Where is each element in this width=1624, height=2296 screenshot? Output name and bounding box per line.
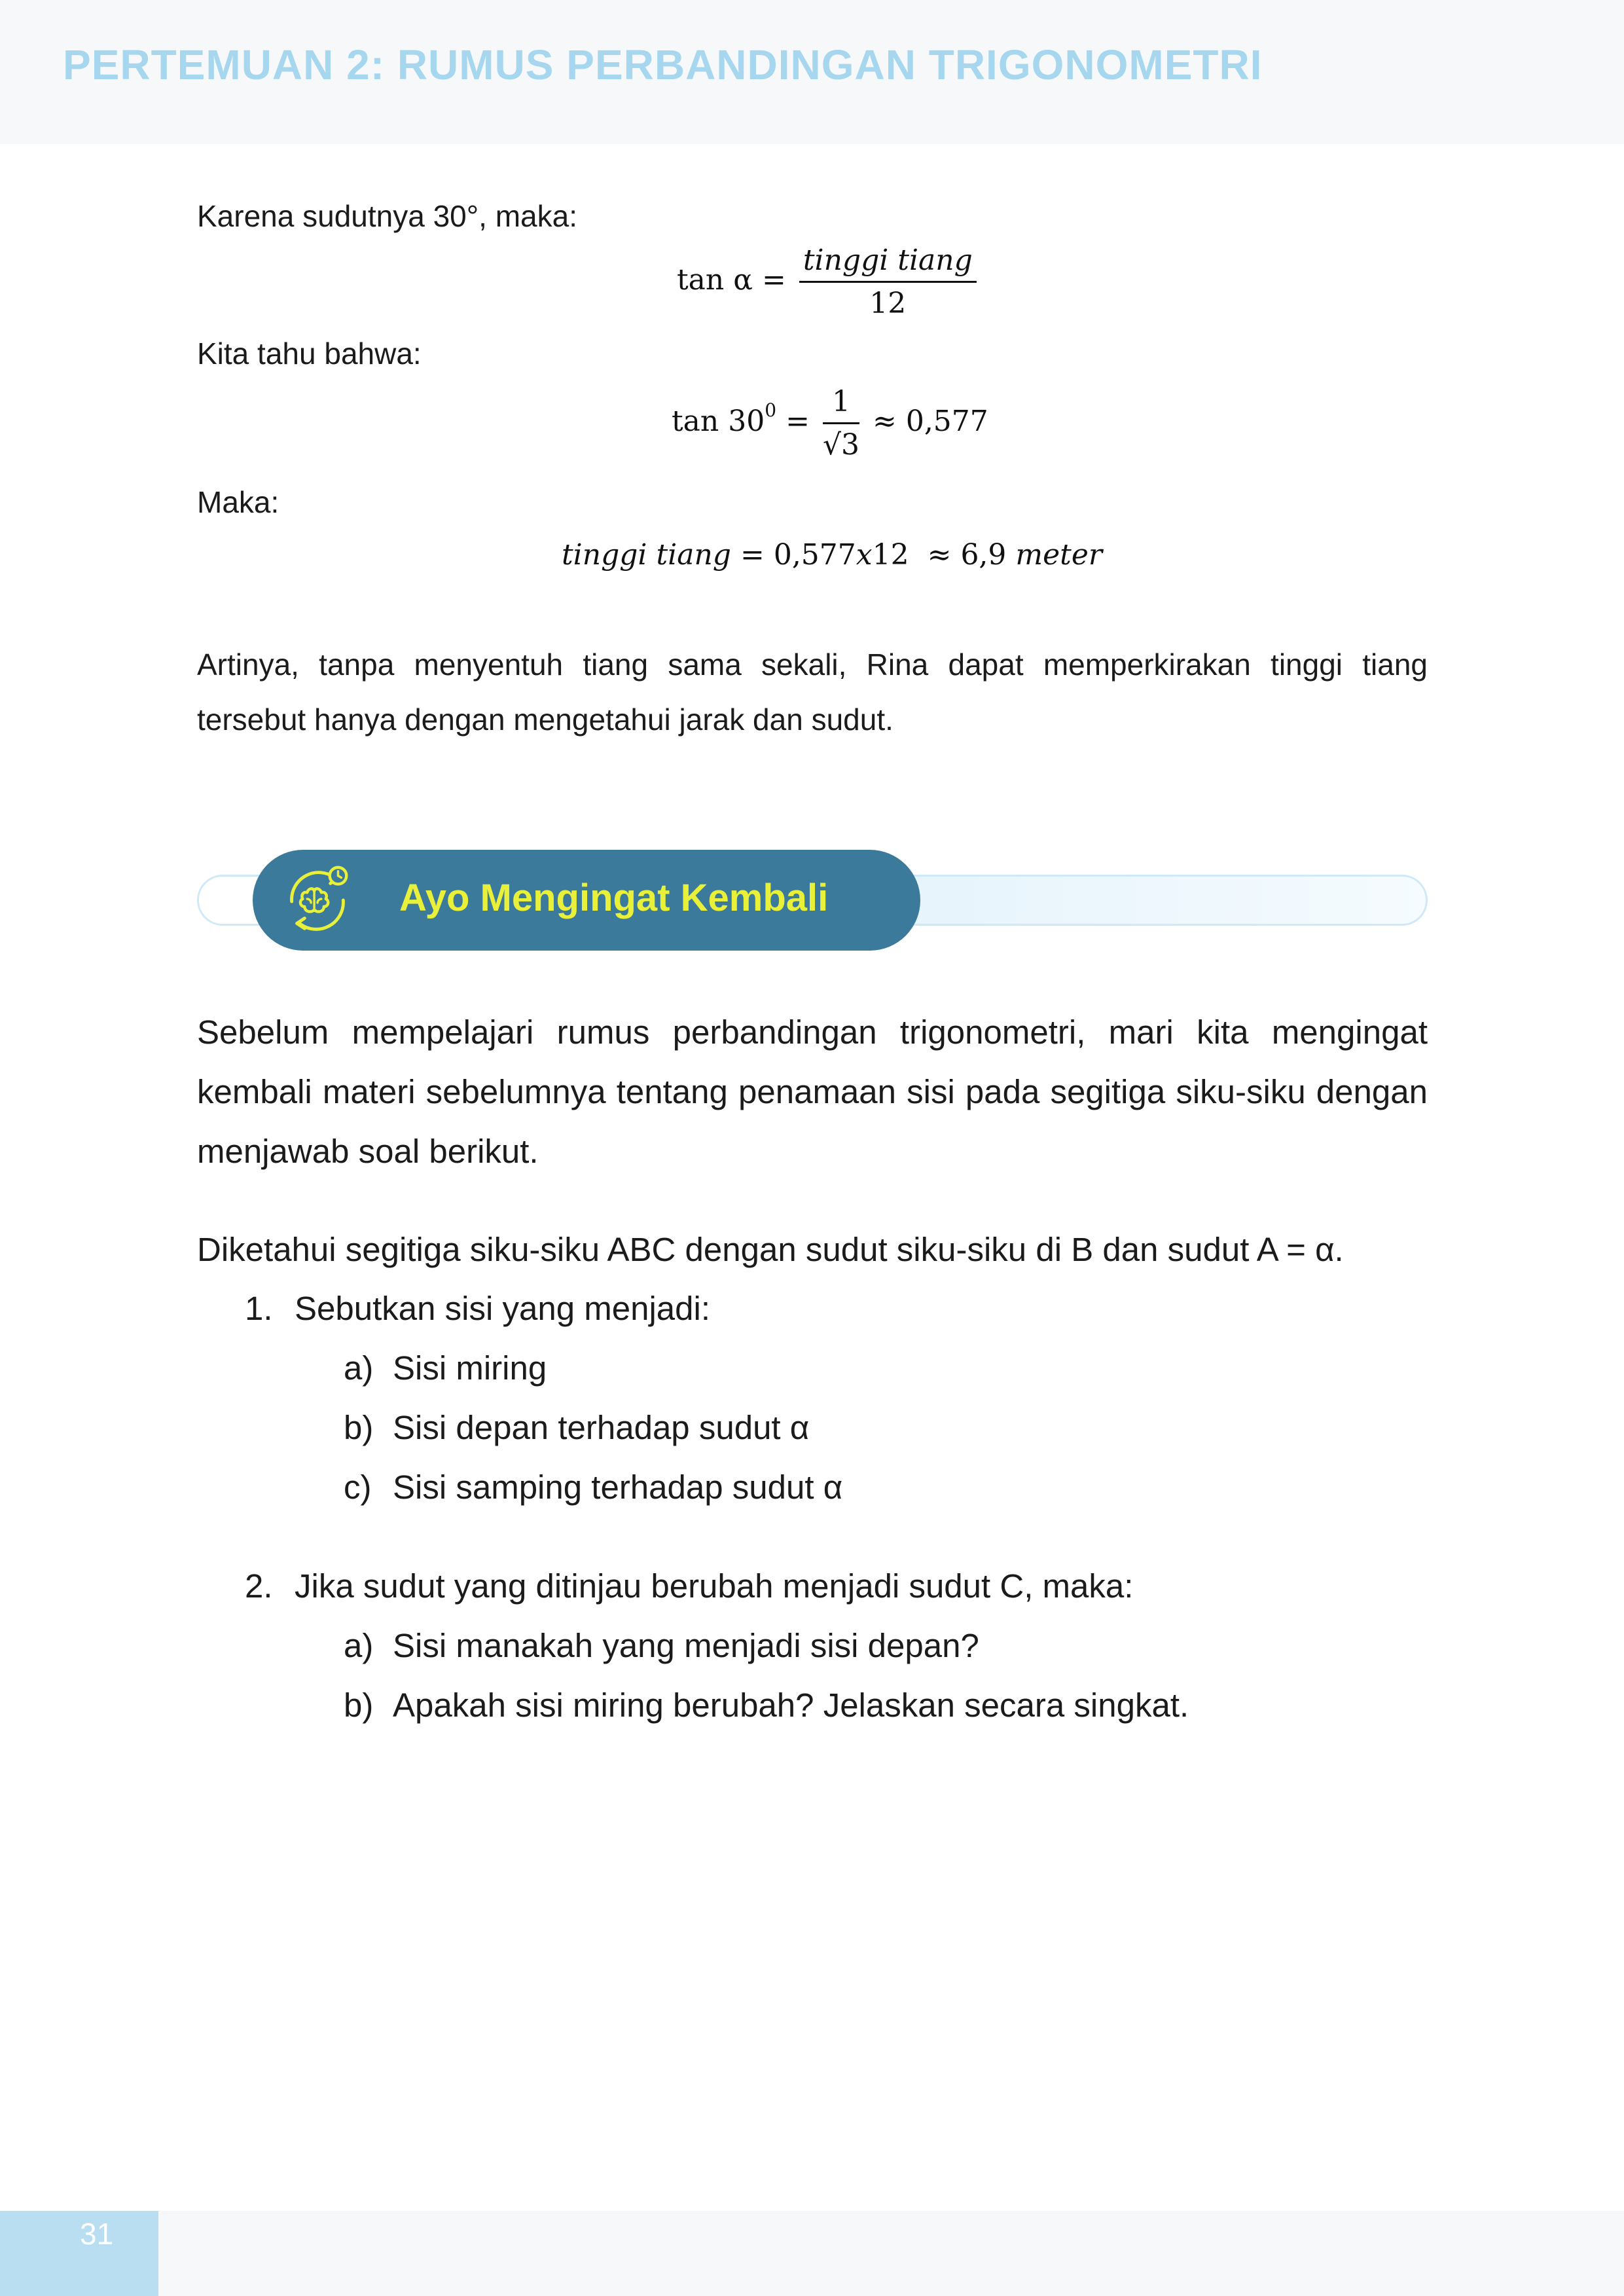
fraction [799, 244, 977, 320]
equation-lhs: tan α = [677, 263, 786, 297]
footer-band [0, 2211, 1624, 2296]
list-item-label: b) [344, 1686, 374, 1724]
equation-times: x [856, 538, 873, 572]
page-number: 31 [80, 2217, 114, 2251]
intro-text: Karena sudutnya 30°, maka: [197, 199, 577, 233]
degree-superscript: 0 [765, 399, 777, 421]
equation-lhs: tan 30 [672, 405, 765, 438]
question-2-text: Jika sudut yang ditinjau berubah menjadi sudut C, maka: [295, 1567, 1134, 1605]
maka-text: Maka: [197, 485, 280, 519]
page-header-title: PERTEMUAN 2: RUMUS PERBANDINGAN TRIGONOMETRI [63, 41, 1263, 88]
question-1-number: 1. [245, 1290, 273, 1327]
given-statement: Diketahui segitiga siku-siku ABC dengan sudut siku-siku di B dan sudut A = α. [197, 1231, 1344, 1268]
question-1-text: Sebutkan sisi yang menjadi: [295, 1290, 711, 1327]
banner-title: Ayo Mengingat Kembali [399, 877, 829, 919]
fraction-denominator: √3 [822, 428, 859, 462]
equation-middle: = 0,577 [731, 538, 856, 572]
equation-variable: tinggi tiang [562, 538, 731, 572]
brain-recall-icon [279, 862, 356, 939]
list-item: Sisi manakah yang menjadi sisi depan? [393, 1627, 979, 1664]
list-item: Sisi samping terhadap sudut α [393, 1468, 843, 1506]
question-2-number: 2. [245, 1567, 273, 1605]
list-item-label: a) [344, 1627, 374, 1664]
fraction [823, 385, 859, 462]
equation-tan-30 [672, 385, 988, 462]
equation-unit: meter [1015, 538, 1102, 572]
equation-tan-alpha [677, 244, 981, 320]
list-item-label: c) [344, 1468, 372, 1506]
equation-result [562, 538, 1102, 572]
fraction-numerator: 1 [823, 385, 859, 424]
list-item: Sisi depan terhadap sudut α [393, 1409, 810, 1446]
list-item: Apakah sisi miring berubah? Jelaskan secara singkat. [393, 1686, 1189, 1724]
section-banner [253, 850, 920, 951]
list-item: Sisi miring [393, 1349, 547, 1387]
recall-paragraph: Sebelum mempelajari rumus perbandingan trigonometri, mari kita mengingat kembali materi sebelumnya tentang penamaan sisi pada segitiga siku-siku dengan menjawab soal berikut. [197, 1013, 1428, 1170]
conclusion-paragraph: Artinya, tanpa menyentuh tiang sama sekali, Rina dapat memperkirakan tinggi tiang tersebut hanya dengan mengetahui jarak dan sudut. [197, 647, 1428, 737]
equals-sign: = [785, 405, 810, 438]
equation-value: 12 ≈ 6,9 [872, 538, 1016, 572]
list-item-label: a) [344, 1349, 374, 1387]
known-text: Kita tahu bahwa: [197, 337, 422, 371]
equation-rhs: ≈ 0,577 [872, 405, 988, 438]
fraction-numerator: tinggi tiang [799, 244, 977, 283]
fraction-denominator: 12 [869, 287, 907, 320]
list-item-label: b) [344, 1409, 374, 1446]
